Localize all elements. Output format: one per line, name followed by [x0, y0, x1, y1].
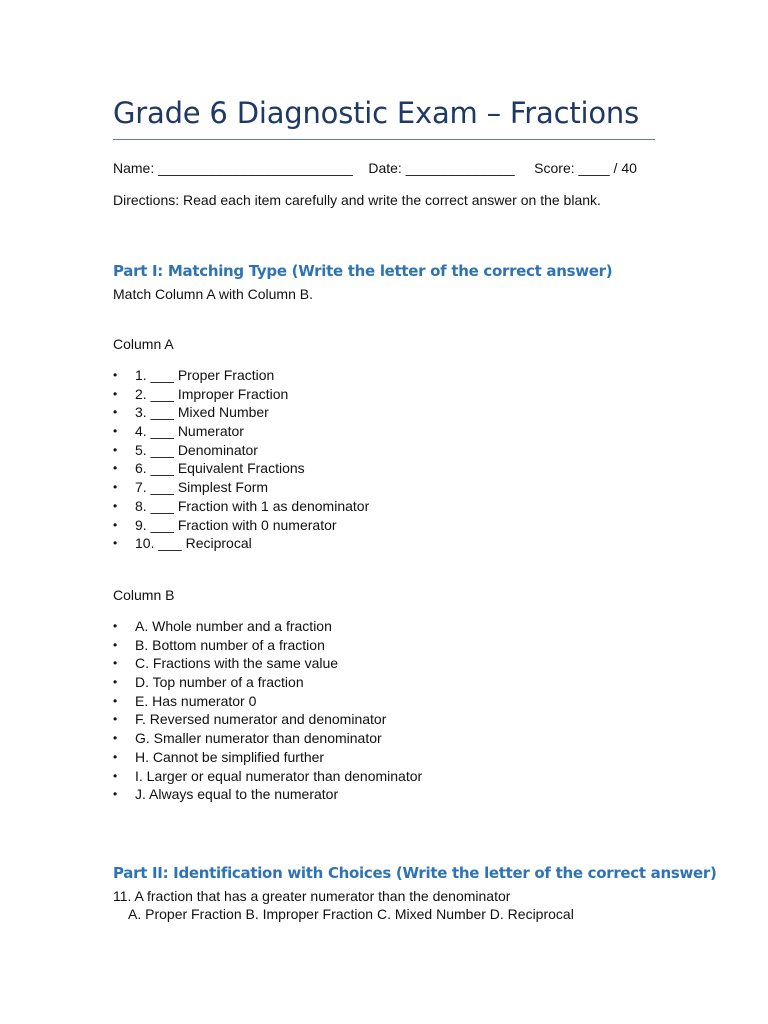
question-11: 11. A fraction that has a greater numerator than the denominator	[113, 888, 511, 904]
bullet-icon: •	[113, 675, 118, 690]
bullet-icon: •	[113, 536, 118, 551]
list-item: • 9. ___ Fraction with 0 numerator	[113, 516, 337, 533]
title-underline	[113, 139, 655, 140]
column-b-label: Column B	[113, 587, 175, 603]
list-item: • I. Larger or equal numerator than denominator	[113, 767, 423, 784]
list-item: • 8. ___ Fraction with 1 as denominator	[113, 497, 370, 514]
list-item: • A. Whole number and a fraction	[113, 618, 332, 634]
bullet-icon: •	[113, 517, 118, 532]
list-item: • 3. ___ Mixed Number	[113, 404, 269, 421]
info-spacer	[353, 160, 369, 176]
list-item: • H. Cannot be simplified further	[113, 748, 325, 765]
list-item: • D. Top number of a fraction	[113, 674, 304, 691]
question-11-choices: A. Proper Fraction B. Improper Fraction C. Mixed Number D. Reciprocal	[128, 906, 574, 922]
list-item: • B. Bottom number of a fraction	[113, 636, 325, 653]
bullet-icon: •	[113, 405, 118, 420]
list-item: • F. Reversed numerator and denominator	[113, 711, 387, 728]
bullet-icon: •	[113, 712, 118, 727]
bullet-icon: •	[113, 749, 118, 764]
column-a-list	[113, 366, 369, 553]
column-b-list	[113, 617, 422, 804]
list-item: • G. Smaller numerator than denominator	[113, 730, 382, 747]
bullet-icon: •	[113, 693, 118, 708]
list-item: • E. Has numerator 0	[113, 692, 257, 709]
bullet-icon: •	[113, 768, 118, 783]
name-field: Name: _________________________	[113, 160, 353, 176]
bullet-icon: •	[113, 656, 118, 671]
list-item: • 4. ___ Numerator	[113, 423, 244, 440]
exam-page	[113, 0, 717, 1024]
bullet-icon: •	[113, 480, 118, 495]
bullet-icon: •	[113, 637, 118, 652]
info-spacer	[515, 160, 534, 176]
part1-instruction: Match Column A with Column B.	[113, 286, 313, 302]
bullet-icon: •	[113, 731, 118, 746]
list-item: • J. Always equal to the numerator	[113, 786, 339, 803]
date-field: Date: ______________	[368, 160, 515, 176]
bullet-icon: •	[113, 787, 118, 802]
list-item: • 7. ___ Simplest Form	[113, 479, 269, 496]
list-item: • 5. ___ Denominator	[113, 441, 258, 458]
column-a-label: Column A	[113, 336, 174, 352]
bullet-icon: •	[113, 424, 118, 439]
part2-heading: Part II: Identification with Choices (Write the letter of the correct answer)	[113, 864, 717, 882]
bullet-icon: •	[113, 619, 118, 633]
student-info-line	[113, 159, 637, 177]
list-item: • C. Fractions with the same value	[113, 655, 339, 672]
list-item: • 10. ___ Reciprocal	[113, 535, 252, 552]
list-item: • 1. ___ Proper Fraction	[113, 367, 275, 383]
bullet-icon: •	[113, 498, 118, 513]
score-field: Score: ____ / 40	[534, 160, 637, 176]
page-title: Grade 6 Diagnostic Exam – Fractions	[113, 96, 640, 130]
bullet-icon: •	[113, 386, 118, 401]
bullet-icon: •	[113, 442, 118, 457]
list-item: • 6. ___ Equivalent Fractions	[113, 460, 305, 477]
bullet-icon: •	[113, 368, 118, 382]
list-item: • 2. ___ Improper Fraction	[113, 385, 289, 402]
part1-heading: Part I: Matching Type (Write the letter of the correct answer)	[113, 262, 613, 280]
directions-text: Directions: Read each item carefully and write the correct answer on the blank.	[113, 192, 601, 208]
bullet-icon: •	[113, 461, 118, 476]
